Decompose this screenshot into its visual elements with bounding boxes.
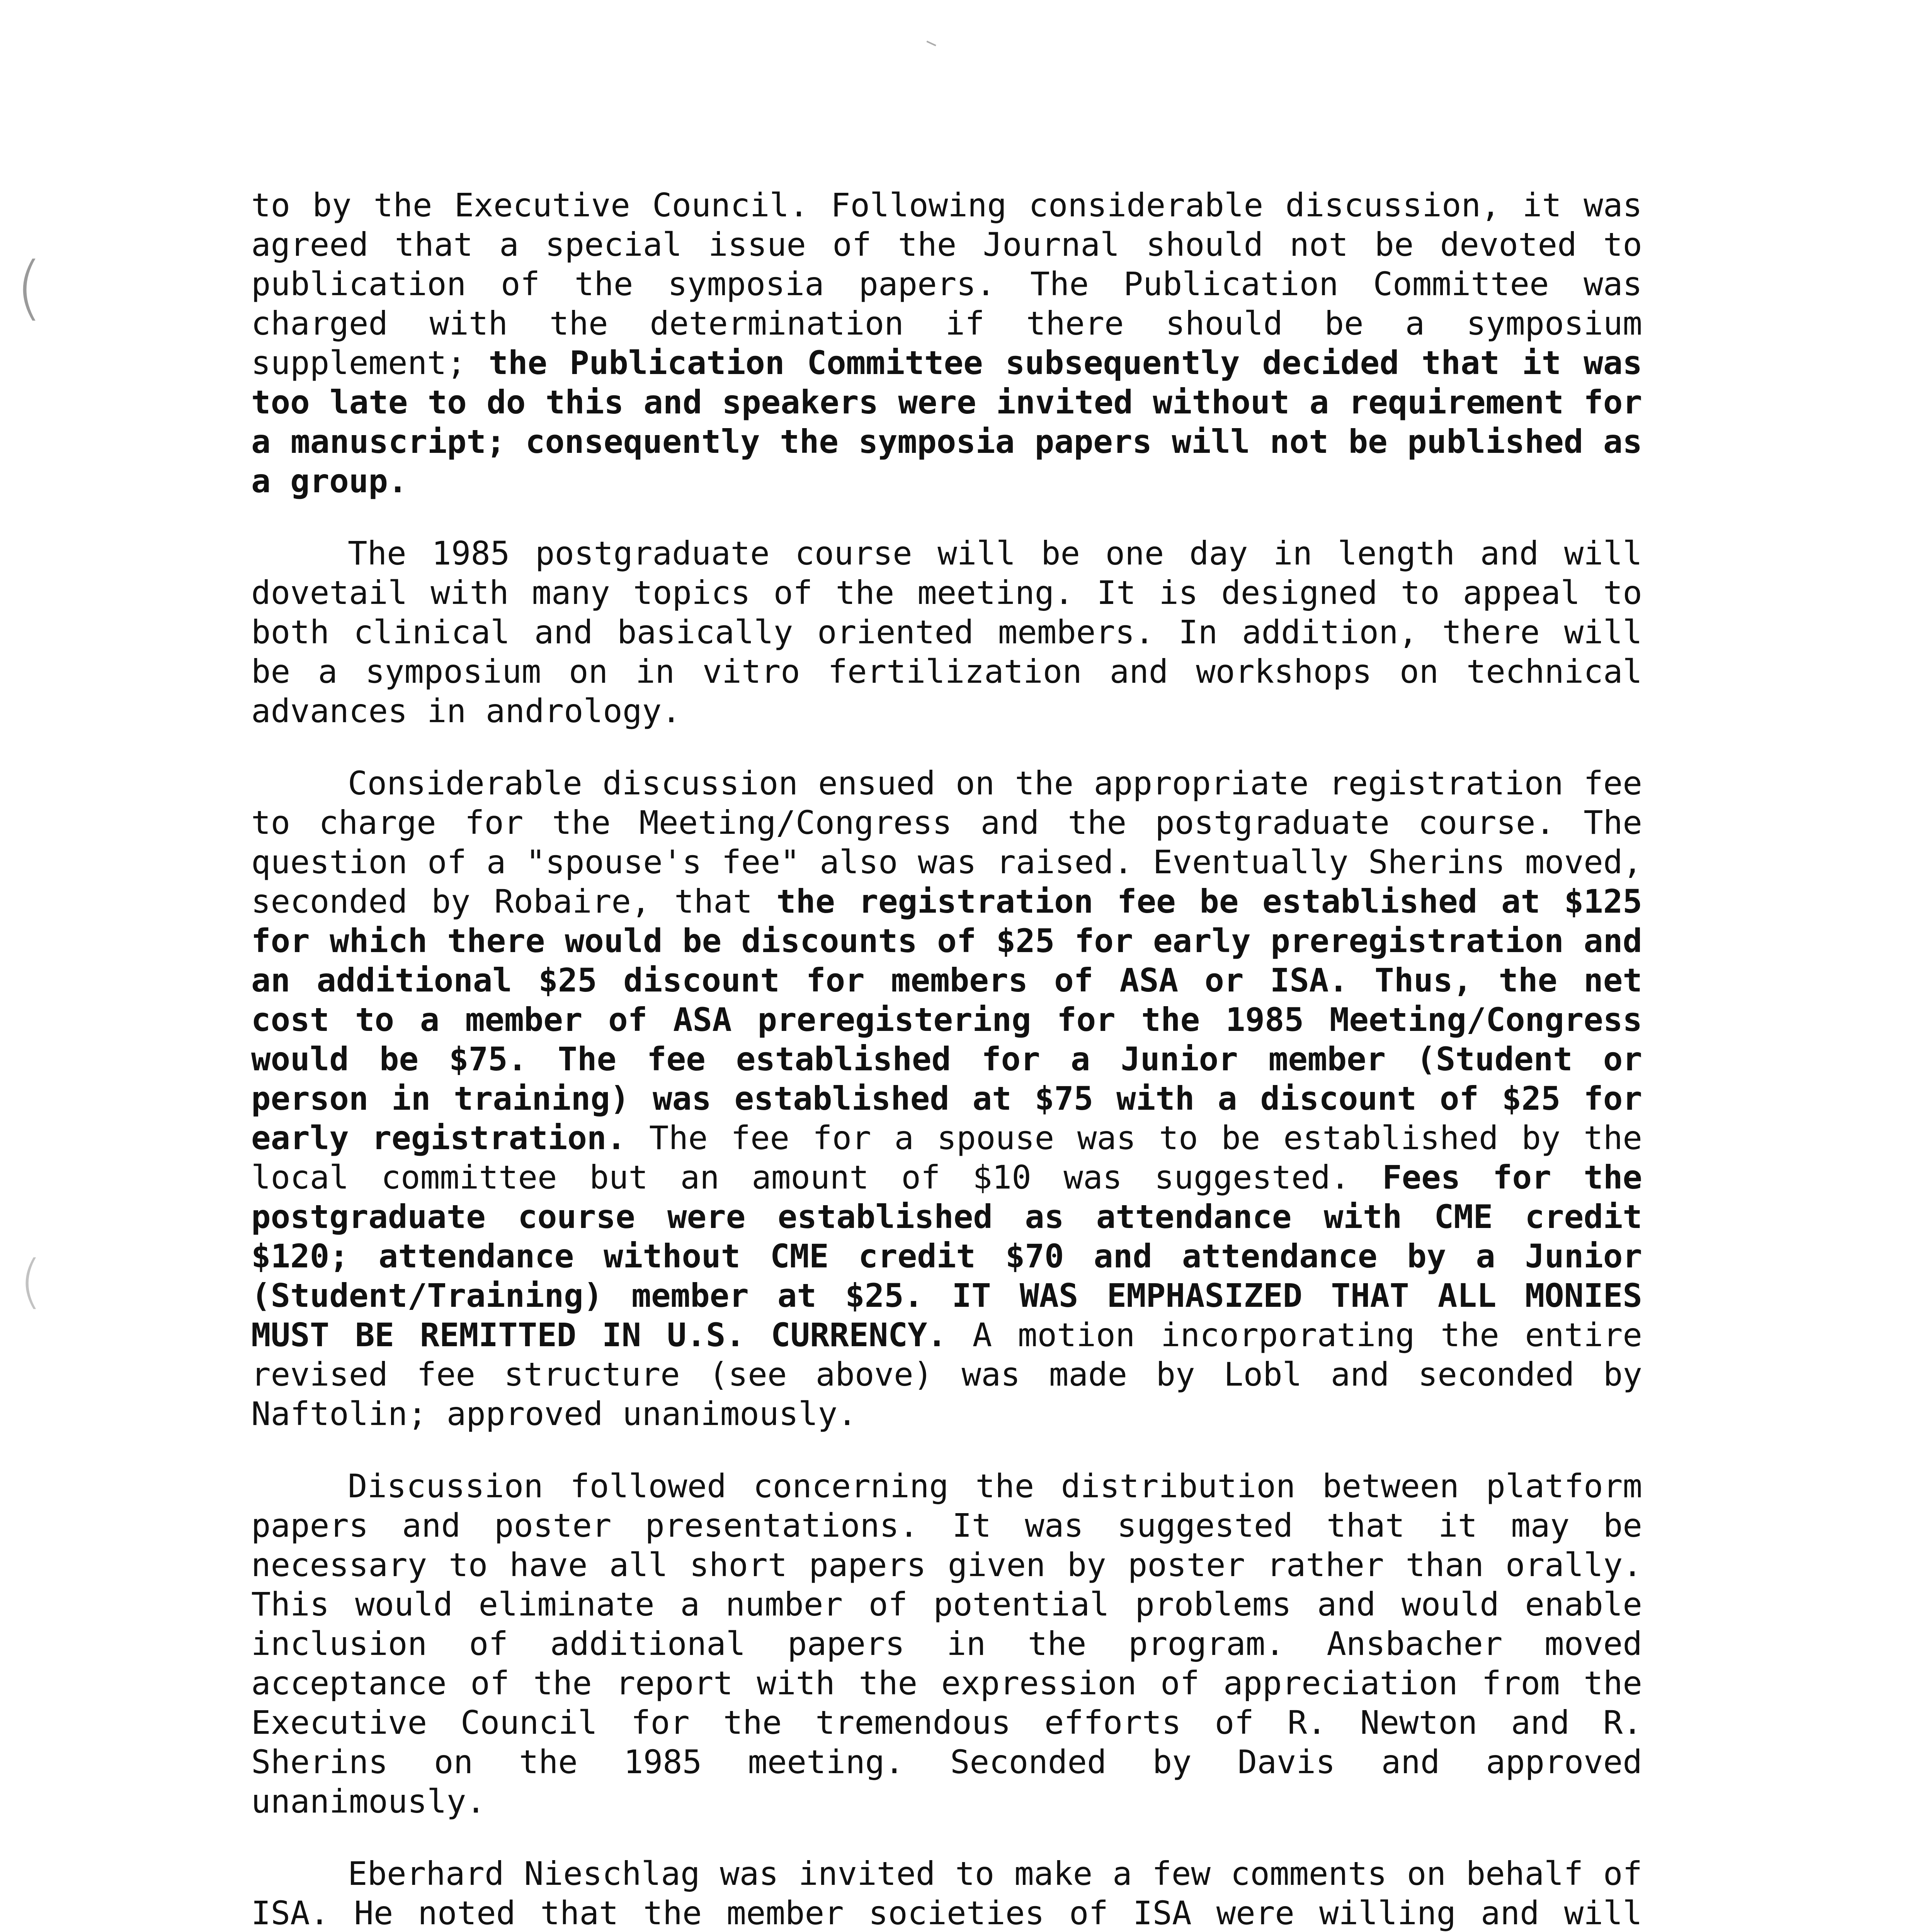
paragraph-text: The fee for a spouse was to be established by the local committee but an amount of $10 was suggested. (251, 1119, 1642, 1196)
paragraph-text: to by the Executive Council. Following considerable discussion, it was agreed that a special issue of the Journal should not be devoted to publication of the symposia papers. The Publication Committee was charged with the determination if there should be a symposium supplement; (251, 186, 1642, 382)
paragraph-bold-text: Fees for the postgraduate course were established as attendance with CME credit $120; attendance without CME credit $70 and attendance by a Junior (Student/Training) member at $25. IT WAS EMPHASIZED THAT ALL MONIES MUST BE REMITTED IN U.S. CURRENCY. (251, 1158, 1642, 1354)
paragraph-publication-committee (251, 185, 1642, 501)
paragraph-bold-text: the registration fee be established at $125 for which there would be discounts of $25 for early preregistration and an additional $25 discount for members of ASA or ISA. Thus, the net cost to a member of ASA preregistering for the 1985 Meeting/Congress would be $75. The fee established for a Junior member (Student or person in training) was established at $75 with a discount of $25 for early registration. (251, 883, 1643, 1157)
paragraph-platform-poster (251, 1466, 1642, 1821)
paragraph-bold-text: the Publication Committee subsequently decided that it was too late to do this and speakers were invited without a requirement for a manuscript; consequently the symposia papers will not be published as a group. (251, 344, 1642, 500)
paragraph-text: A motion incorporating the entire revised fee structure (see above) was made by Lobl and seconded by Naftolin; approved unanimously. (251, 1316, 1642, 1433)
paragraph-nieschlag-isa (251, 1854, 1642, 1932)
document-body (251, 185, 1642, 1932)
scan-artifact-hole-punch-top: ( (15, 247, 43, 328)
paragraph-text: Considerable discussion ensued on the appropriate registration fee to charge for the Meeting/Congress and the postgraduate course. The question of a "spouse's fee" also was raised. Eventually Sherins moved, seconded by Robaire, that (251, 764, 1642, 920)
scan-artifact-hole-punch-middle: ( (19, 1248, 42, 1315)
scan-artifact-tick (925, 41, 936, 50)
paragraph-registration-fee (251, 764, 1642, 1434)
paragraph-postgraduate-course (251, 534, 1642, 731)
paragraph-text: Eberhard Nieschlag was invited to make a few comments on behalf of ISA. He noted that the member societies of ISA were willing and will (251, 1855, 1642, 1932)
paragraph-text: The 1985 postgraduate course will be one day in length and will dovetail with many topics of the meeting. It is designed to appeal to both clinical and basically oriented members. In addition, there will be a symposium on in vitro fertilization and workshops on technical advances in andrology. (251, 534, 1642, 730)
paragraph-text: Discussion followed concerning the distribution between platform papers and poster presentations. It was suggested that it may be necessary to have all short papers given by poster rather than orally. This would eliminate a number of potential problems and would enable inclusion of additional papers in the program. Ansbacher moved acceptance of the report with the expression of appreciation from the Executive Council for the tremendous efforts of R. Newton and R. Sherins on the 1985 meeting. Seconded by Davis and approved unanimously. (251, 1467, 1642, 1820)
